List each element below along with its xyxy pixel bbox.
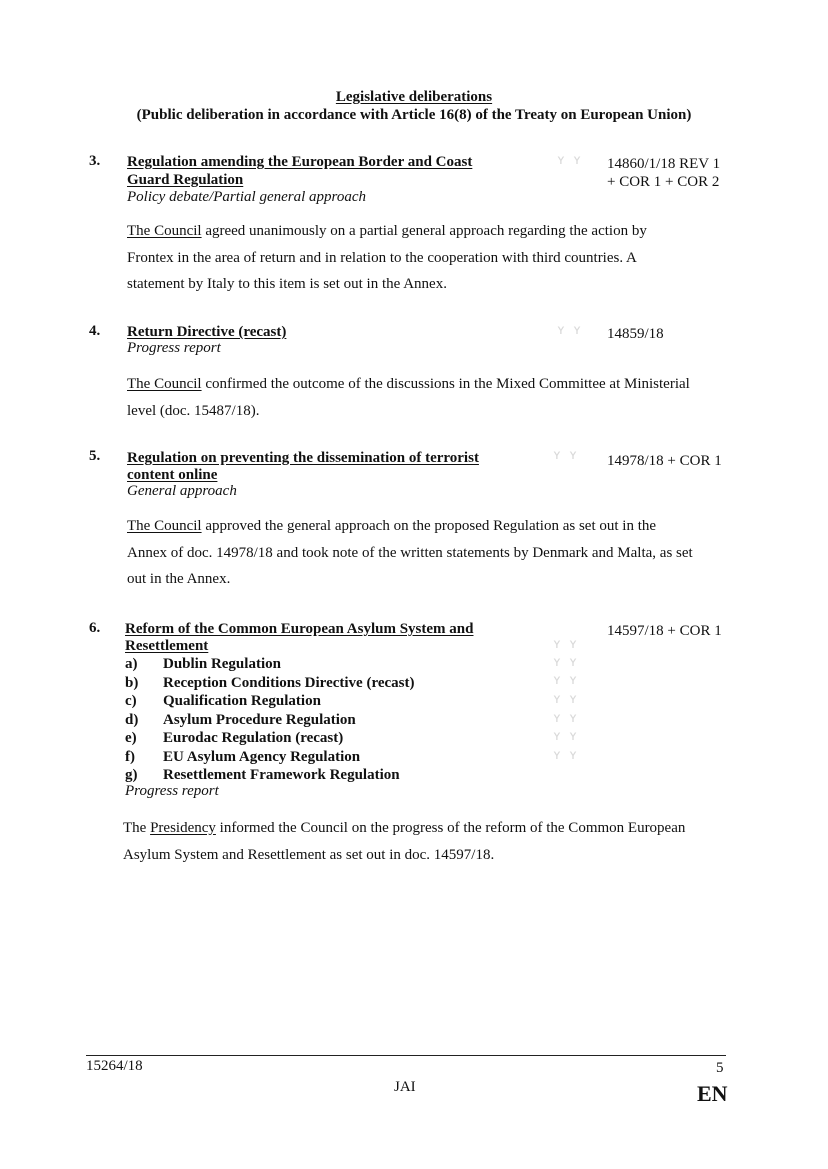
outcome-line: approved the general approach on the proposed Regulation as set out in the <box>201 518 657 534</box>
subitem-letter: f) <box>125 748 135 765</box>
council-label: The Council <box>127 518 202 534</box>
item-title-continued: content online <box>127 467 218 483</box>
subitem-text: Resettlement Framework Regulation <box>163 767 400 783</box>
subitem-letter: e) <box>125 730 137 746</box>
subitem-text: EU Asylum Agency Regulation <box>163 748 361 765</box>
subitem <box>125 711 414 730</box>
subitem-text: Qualification Regulation <box>163 693 321 709</box>
document-reference: 14860/1/18 REV 1 <box>607 156 721 172</box>
subitem-text: Reception Conditions Directive (recast) <box>163 674 415 691</box>
subitem-letter: c) <box>125 693 137 709</box>
item-procedure: General approach <box>127 483 237 499</box>
subitem <box>125 692 414 711</box>
document-reference-cor: + COR 1 + COR 2 <box>607 174 720 190</box>
item-number: 4. <box>89 323 101 339</box>
item-outcome <box>127 371 737 424</box>
subitem-text: Dublin Regulation <box>163 656 281 672</box>
outcome-line: level (doc. 15487/18). <box>127 402 260 419</box>
footer-divider <box>86 1055 726 1056</box>
item-number: 6. <box>89 620 101 636</box>
outcome-prefix: The <box>123 820 151 836</box>
subitem-letter: b) <box>125 674 139 691</box>
council-label: The Council <box>127 376 202 392</box>
item-procedure: Progress report <box>125 783 219 799</box>
presidency-label: Presidency <box>150 820 216 836</box>
subitem-letter: d) <box>125 711 139 728</box>
subitem-letter: g) <box>125 767 138 783</box>
item-number: 3. <box>89 153 101 169</box>
item-procedure: Policy debate/Partial general approach <box>127 189 366 205</box>
item-title: Regulation on preventing the dissemination of terrorist <box>127 450 479 466</box>
document-reference: 14597/18 + COR 1 <box>607 623 722 639</box>
stamp-mark: ʏ ʏ <box>553 711 580 726</box>
subitem <box>125 655 414 674</box>
item-outcome <box>127 513 737 593</box>
page-number: 5 <box>716 1060 724 1076</box>
stamp-mark: ʏ ʏ <box>553 448 580 463</box>
section-subtitle: (Public deliberation in accordance with Article 16(8) of the Treaty on European Union) <box>136 107 692 123</box>
subitem-letter: a) <box>125 656 138 672</box>
subitem <box>125 766 414 785</box>
outcome-line: confirmed the outcome of the discussions in the Mixed Committee at Ministerial <box>201 376 690 392</box>
item-title-continued: Guard Regulation <box>127 172 244 188</box>
item-outcome <box>123 815 737 868</box>
item-procedure: Progress report <box>127 340 221 356</box>
item-number: 5. <box>89 448 101 464</box>
department-code: JAI <box>394 1079 416 1095</box>
subitem-list <box>125 655 414 785</box>
item-title: Reform of the Common European Asylum System and <box>125 621 474 637</box>
item-outcome <box>127 218 737 298</box>
subitem <box>125 729 414 748</box>
outcome-line: agreed unanimously on a partial general approach regarding the action by <box>201 223 647 239</box>
stamp-mark: ʏ ʏ <box>553 637 580 652</box>
stamp-mark: ʏ ʏ <box>553 673 580 688</box>
stamp-mark: ʏ ʏ <box>553 748 580 763</box>
item-title: Regulation amending the European Border and Coast <box>127 154 473 170</box>
document-reference: 14978/18 + COR 1 <box>607 453 722 469</box>
outcome-line: statement by Italy to this item is set out in the Annex. <box>127 276 447 292</box>
stamp-mark: ʏ ʏ <box>557 153 584 168</box>
subitem <box>125 748 414 767</box>
outcome-line: out in the Annex. <box>127 571 231 587</box>
stamp-mark: ʏ ʏ <box>557 323 584 338</box>
subitem-text: Eurodac Regulation (recast) <box>163 730 344 746</box>
document-number: 15264/18 <box>86 1058 143 1074</box>
item-title: Return Directive (recast) <box>127 324 287 340</box>
subitem-text: Asylum Procedure Regulation <box>163 711 356 728</box>
section-title: Legislative deliberations <box>335 89 493 105</box>
council-label: The Council <box>127 223 202 239</box>
outcome-line: Annex of doc. 14978/18 and took note of the written statements by Denmark and Malta, as set <box>127 544 693 561</box>
document-reference: 14859/18 <box>607 326 664 342</box>
outcome-line: Frontex in the area of return and in relation to the cooperation with third countries. A <box>127 249 637 266</box>
stamp-mark: ʏ ʏ <box>553 655 580 670</box>
language-code: EN <box>697 1081 728 1106</box>
stamp-mark: ʏ ʏ <box>553 692 580 707</box>
item-title-continued: Resettlement <box>125 638 209 654</box>
subitem <box>125 674 414 693</box>
outcome-line: Asylum System and Resettlement as set out in doc. 14597/18. <box>123 846 495 863</box>
stamp-mark: ʏ ʏ <box>553 729 580 744</box>
outcome-line: informed the Council on the progress of the reform of the Common European <box>215 820 686 836</box>
